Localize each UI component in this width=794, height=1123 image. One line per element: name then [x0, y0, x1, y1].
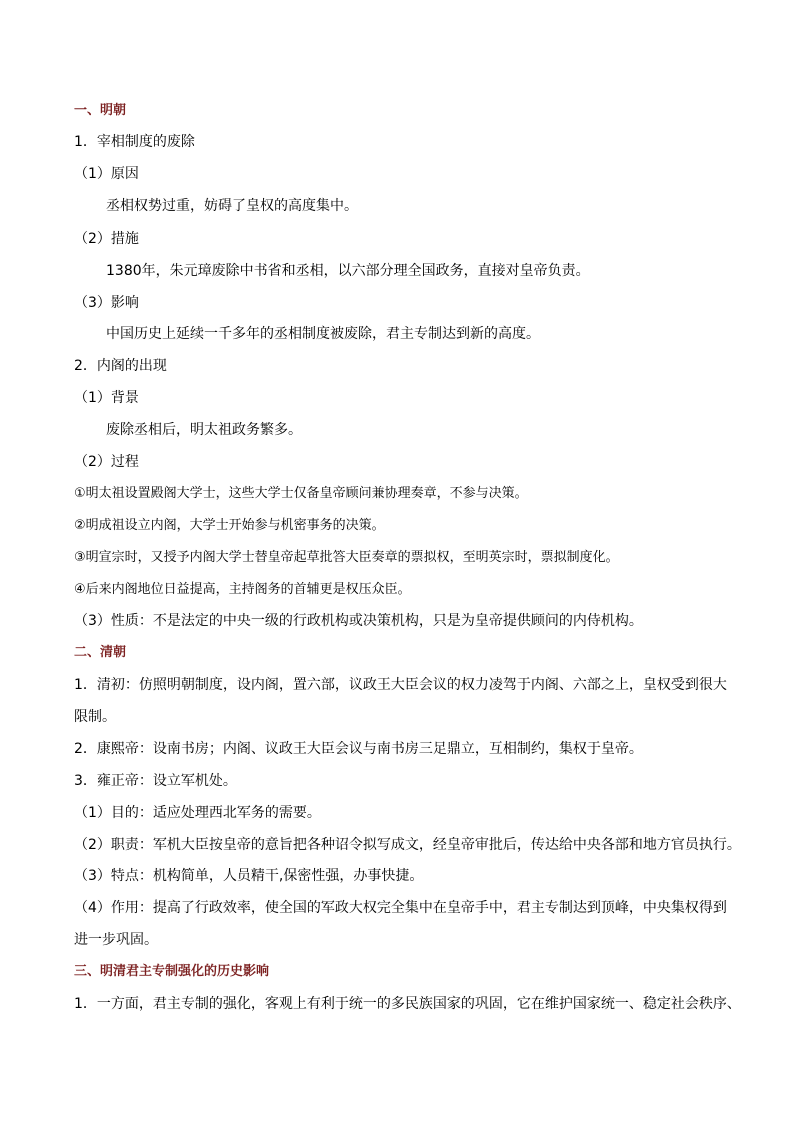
ming-item1-cause-text: 丞相权势过重，妨碍了皇权的高度集中。: [106, 198, 358, 214]
ming-item1-measure-label: （2）措施: [74, 231, 139, 247]
ming-item2-process-label: （2）过程: [74, 454, 139, 470]
impact-item1-line1: 1．一方面，君主专制的强化，客观上有利于统一的多民族国家的巩固，它在维护国家统一、稳定社会秩序、: [74, 996, 741, 1012]
ming-item1-effect-label: （3）影响: [74, 295, 139, 311]
ming-item2-process-3: ③明宣宗时，又授予内阁大学士替皇帝起草批答大臣奏章的票拟权，至明英宗时，票拟制度化。: [74, 550, 619, 565]
qing-item3-effect-line1: （4）作用：提高了行政效率，使全国的军政大权完全集中在皇帝手中，君主专制达到顶峰，中央集权得到: [74, 900, 727, 916]
section-heading-impact: 三、明清君主专制强化的历史影响: [74, 964, 270, 979]
ming-item2-process-1: ①明太祖设置殿阁大学士，这些大学士仅备皇帝顾问兼协理奏章，不参与决策。: [74, 486, 528, 501]
ming-item2-bg-text: 废除丞相后，明太祖政务繁多。: [106, 422, 302, 438]
ming-item2-process-4: ④后来内阁地位日益提高，主持阁务的首辅更是权压众臣。: [74, 582, 411, 597]
qing-item3-purpose: （1）目的：适应处理西北军务的需要。: [74, 805, 321, 821]
ming-item1-effect-text: 中国历史上延续一千多年的丞相制度被废除，君主专制达到新的高度。: [106, 326, 540, 342]
ming-item1-measure-text: 1380年，朱元璋废除中书省和丞相，以六部分理全国政务，直接对皇帝负责。: [106, 263, 590, 279]
qing-item1-line2: 限制。: [74, 709, 116, 725]
ming-item1-cause-label: （1）原因: [74, 166, 139, 182]
section-heading-ming: 一、明朝: [74, 103, 127, 118]
section-heading-qing: 二、清朝: [74, 645, 127, 660]
qing-item3-feature: （3）特点：机构简单，人员精干,保密性强，办事快捷。: [74, 868, 424, 884]
qing-item3-duty: （2）职责：军机大臣按皇帝的意旨把各种诏令拟写成文，经皇帝审批后，传达给中央各部和地方官员执行。: [74, 837, 741, 853]
qing-item3-effect-line2: 进一步巩固。: [74, 932, 158, 948]
qing-item2: 2．康熙帝：设南书房；内阁、议政王大臣会议与南书房三足鼎立，互相制约，集权于皇帝。: [74, 741, 643, 757]
qing-item3: 3．雍正帝：设立军机处。: [74, 773, 237, 789]
ming-item2-bg-label: （1）背景: [74, 390, 139, 406]
ming-item2-nature: （3）性质：不是法定的中央一级的行政机构或决策机构，只是为皇帝提供顾问的内侍机构。: [74, 613, 643, 629]
ming-item2-process-2: ②明成祖设立内阁，大学士开始参与机密事务的决策。: [74, 518, 385, 533]
qing-item1-line1: 1．清初：仿照明朝制度，设内阁，置六部，议政王大臣会议的权力凌驾于内阁、六部之上，皇权受到很大: [74, 677, 727, 693]
ming-item2-title: 2．内阁的出现: [74, 358, 167, 374]
ming-item1-title: 1．宰相制度的废除: [74, 134, 195, 150]
